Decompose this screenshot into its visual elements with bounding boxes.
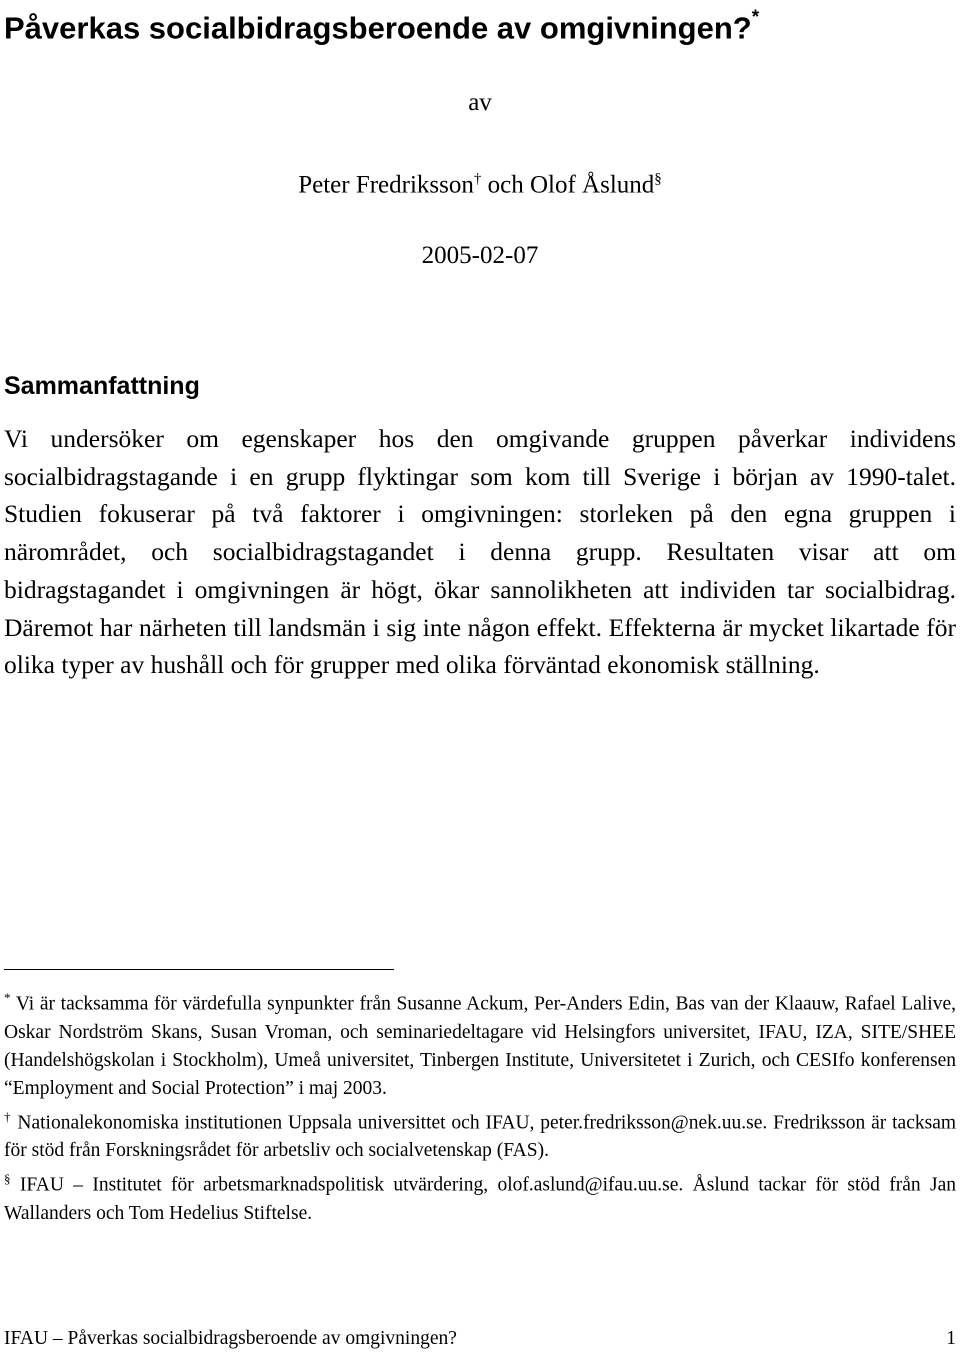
author-line bbox=[0, 164, 960, 200]
title-footnote-mark: * bbox=[751, 7, 760, 28]
author-conjunction: och bbox=[487, 171, 524, 199]
footer-running-title: IFAU – Påverkas socialbidragsberoende av omgivningen? bbox=[4, 1328, 457, 1349]
author-2-mark: § bbox=[654, 171, 662, 187]
author-1-mark: † bbox=[473, 171, 482, 187]
byline-av: av bbox=[468, 89, 492, 116]
footnote-divider bbox=[4, 969, 394, 970]
footnote-text: Nationalekonomiska institutionen Uppsala universittet och IFAU, peter.fredriksson@nek.uu.se. Fredriksson är tacksam för stöd från Forskningsrådet för arbetsliv och socialvetenskap (FAS). bbox=[4, 1112, 957, 1161]
footnote-author-1 bbox=[4, 1103, 956, 1166]
footnote-mark: * bbox=[4, 990, 11, 1005]
footnote-mark: § bbox=[4, 1171, 11, 1186]
paper-date: 2005-02-07 bbox=[421, 242, 539, 269]
title-text: Påverkas socialbidragsberoende av omgivningen? bbox=[4, 10, 752, 46]
abstract-text: Vi undersöker om egenskaper hos den omgivande gruppen påverkar individens socialbidragstagande i en grupp flyktingar som kom till Sverige i början av 1990-talet. Studien fokuserar på två faktorer i omgivningen: storleken på den egna gruppen i närområdet, och socialbidragstagandet i denna grupp. Resultaten visar att om bidragstagandet i omgivningen är högt, ökar sannolikheten att individen tar socialbidrag. Däremot har närheten till landsmän i sig inte någon effekt. Effekterna är mycket likartade för olika typer av hushåll och för grupper med olika förväntad ekonomisk ställning. bbox=[4, 424, 956, 680]
footnote-mark: † bbox=[4, 1108, 12, 1124]
footnote-acknowledgements bbox=[4, 984, 956, 1103]
footnote-text: Vi är tacksamma för värdefulla synpunkter från Susanne Ackum, Per-Anders Edin, Bas van der Klaauw, Rafael Lalive, Oskar Nordström Skans, Susan Vroman, och seminariedeltagare vid Helsingfors universitet, IFAU, IZA, SITE/SHEE (Handelshögskolan i Stockholm), Umeå universitet, Tinbergen Institute, Universitetet i Zurich, och CESIfo konferensen “Employment and Social Protection” i maj 2003. bbox=[4, 993, 956, 1099]
author-name-2: Olof Åslund bbox=[529, 171, 655, 199]
paper-title bbox=[4, 2, 759, 48]
page-footer bbox=[4, 1326, 956, 1352]
footnotes bbox=[4, 984, 956, 1228]
author-name-1: Peter Fredriksson bbox=[298, 171, 474, 199]
footnote-author-2 bbox=[4, 1165, 956, 1228]
page-number: 1 bbox=[946, 1328, 956, 1349]
abstract-heading: Sammanfattning bbox=[4, 372, 200, 400]
footnote-text: IFAU – Institutet för arbetsmarknadspolitisk utvärdering, olof.aslund@ifau.uu.se. Åslund tackar för stöd från Jan Wallanders och Tom Hedelius Stiftelse. bbox=[4, 1174, 956, 1224]
